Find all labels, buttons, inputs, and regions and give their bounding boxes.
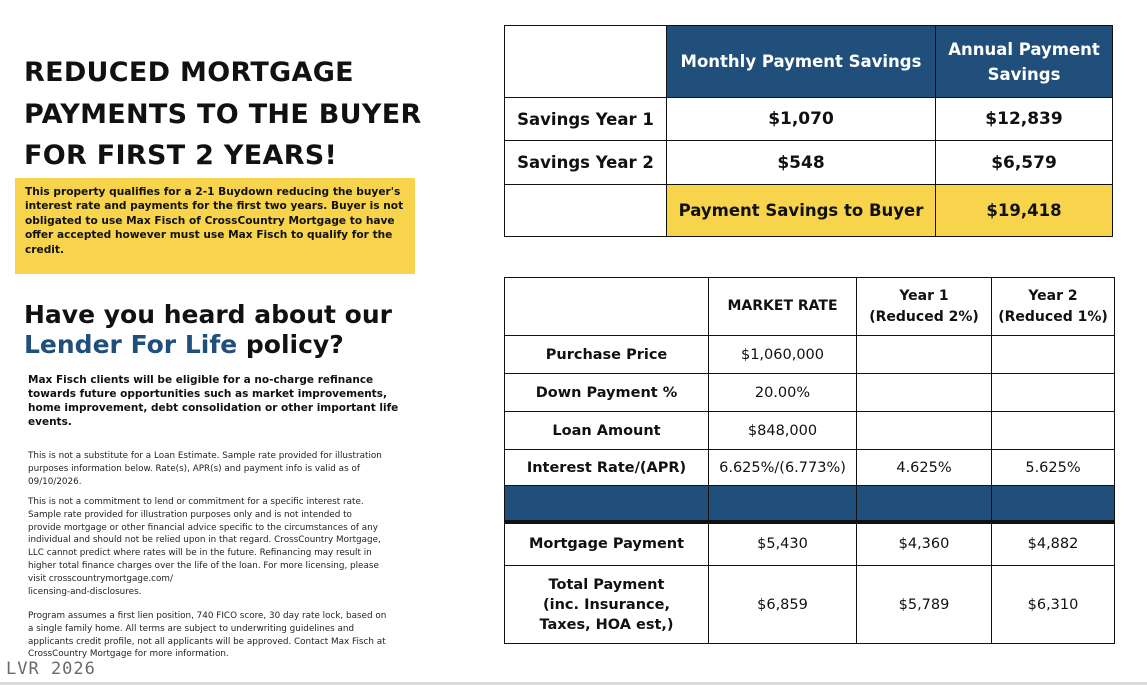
loan-row-year1: $4,360 xyxy=(857,522,992,566)
loan-row-market: $6,859 xyxy=(709,566,857,644)
loan-header-market: MARKET RATE xyxy=(709,278,857,336)
headline-line: FOR FIRST 2 YEARS! xyxy=(24,140,338,171)
disclaimer-line: licensing-and-disclosures. xyxy=(28,586,142,597)
loan-header-row xyxy=(505,278,1115,336)
loan-row-year2: $6,310 xyxy=(992,566,1115,644)
savings-row-annual: $6,579 xyxy=(936,141,1113,185)
body-line: events. xyxy=(28,416,72,428)
loan-row-label: Interest Rate/(APR) xyxy=(505,450,709,486)
table-row xyxy=(505,98,1113,141)
savings-table xyxy=(504,25,1113,237)
lender-for-life-body xyxy=(28,373,411,429)
label-line: Total Payment xyxy=(548,576,665,593)
notice-line: offer accepted however must use Max Fisch to qualify for the xyxy=(25,229,393,242)
savings-row-label: Savings Year 2 xyxy=(505,141,667,185)
disclaimer-line: Program assumes a first lien position, 740 FICO score, 30 day rate lock, based on xyxy=(28,611,387,621)
disclaimer-line: LLC cannot predict where rates will be in the future. Refinancing may result in xyxy=(28,548,372,559)
loan-header-empty xyxy=(505,278,709,336)
notice-line: interest rate and payments for the first two years. Buyer is not xyxy=(25,200,404,213)
loan-row-label: Loan Amount xyxy=(505,412,709,450)
disclaimer-line: CrossCountry Mortgage for more information. xyxy=(28,649,229,660)
lender-for-life-accent: Lender For Life xyxy=(24,330,238,359)
disclaimer-program xyxy=(28,610,411,661)
heading-line-2 xyxy=(24,330,464,360)
body-line: towards future opportunities such as market improvements, xyxy=(28,388,387,400)
body-line: Max Fisch clients will be eligible for a no-charge refinance xyxy=(28,374,374,386)
table-row xyxy=(505,336,1115,374)
buydown-notice xyxy=(15,178,415,274)
loan-row-year2: 5.625% xyxy=(992,450,1115,486)
header-sub: (Reduced 1%) xyxy=(998,308,1108,325)
disclaimer-line: individual and should not be relied upon in that regard. CrossCountry Mortgage, xyxy=(28,535,381,546)
loan-row-year2 xyxy=(992,374,1115,412)
table-row xyxy=(505,450,1115,486)
band-cell xyxy=(857,486,992,522)
disclaimer-commitment xyxy=(28,496,411,598)
savings-header-annual: Annual Payment Savings xyxy=(936,26,1113,98)
loan-row-label: Down Payment % xyxy=(505,374,709,412)
loan-header-year1 xyxy=(857,278,992,336)
label-line: (inc. Insurance, xyxy=(543,596,670,613)
savings-row-label: Savings Year 1 xyxy=(505,98,667,141)
disclaimer-loan-estimate xyxy=(28,450,411,488)
loan-row-label: Mortgage Payment xyxy=(505,522,709,566)
savings-row-annual: $12,839 xyxy=(936,98,1113,141)
savings-header-row xyxy=(505,26,1113,98)
disclaimer-line: applicants credit profile, not all applicants will be approved. Contact Max Fisch at xyxy=(28,636,386,647)
body-line: home improvement, debt consolidation or other important life xyxy=(28,402,399,414)
disclaimer-line: higher total finance charges over the life of the loan. For more licensing, please xyxy=(28,560,379,571)
loan-row-year1 xyxy=(857,336,992,374)
savings-row-monthly: $548 xyxy=(667,141,936,185)
heading-rest: policy? xyxy=(245,330,344,359)
loan-row-year1: 4.625% xyxy=(857,450,992,486)
loan-row-market: $848,000 xyxy=(709,412,857,450)
notice-line: This property qualifies for a 2-1 Buydown reducing the buyer's xyxy=(25,186,401,198)
loan-row-year1: $5,789 xyxy=(857,566,992,644)
disclaimer-line: This is not a substitute for a Loan Estimate. Sample rate provided for illustration xyxy=(28,451,382,461)
table-row xyxy=(505,412,1115,450)
loan-row-year1 xyxy=(857,412,992,450)
loan-row-market: $1,060,000 xyxy=(709,336,857,374)
savings-total-row xyxy=(505,185,1113,237)
total-payment-row xyxy=(505,566,1115,644)
loan-row-year2 xyxy=(992,412,1115,450)
label-line: Taxes, HOA est,) xyxy=(539,616,674,633)
mortgage-payment-row xyxy=(505,522,1115,566)
savings-total-value: $19,418 xyxy=(936,185,1113,237)
loan-row-year2 xyxy=(992,336,1115,374)
loan-row-market: 6.625%/(6.773%) xyxy=(709,450,857,486)
savings-total-empty xyxy=(505,185,667,237)
table-row xyxy=(505,141,1113,185)
disclaimer-line: visit crosscountrymortgage.com/ xyxy=(28,573,173,584)
disclaimer-line: Sample rate provided for illustration purposes only and is not intended to xyxy=(28,509,352,520)
table-row xyxy=(505,374,1115,412)
notice-line: credit. xyxy=(25,243,64,256)
loan-row-market: $5,430 xyxy=(709,522,857,566)
loan-row-label xyxy=(505,566,709,644)
headline xyxy=(24,52,464,177)
header-title: Year 2 xyxy=(1028,287,1078,304)
band-cell xyxy=(505,486,709,522)
headline-line: PAYMENTS TO THE BUYER xyxy=(24,98,422,130)
loan-header-year2 xyxy=(992,278,1115,336)
savings-row-monthly: $1,070 xyxy=(667,98,936,141)
loan-row-label: Purchase Price xyxy=(505,336,709,374)
savings-header-empty xyxy=(505,26,667,98)
disclaimer-line: This is not a commitment to lend or commitment for a specific interest rate. xyxy=(28,497,364,507)
heading-line: Have you heard about our xyxy=(24,300,392,329)
notice-line: obligated to use Max Fisch of CrossCountry Mortgage to have xyxy=(25,214,395,227)
loan-row-year2: $4,882 xyxy=(992,522,1115,566)
band-cell xyxy=(709,486,857,522)
band-cell xyxy=(992,486,1115,522)
divider-band-row xyxy=(505,486,1115,522)
footer-watermark: LVR 2026 xyxy=(6,659,96,679)
loan-row-market: 20.00% xyxy=(709,374,857,412)
disclaimer-line: 09/10/2026. xyxy=(28,476,82,487)
header-sub: (Reduced 2%) xyxy=(869,308,979,325)
lender-for-life-heading xyxy=(24,300,464,360)
disclaimer-line: a single family home. All terms are subject to underwriting guidelines and xyxy=(28,623,355,634)
savings-total-label: Payment Savings to Buyer xyxy=(667,185,936,237)
loan-comparison-table xyxy=(504,277,1115,644)
disclaimer-line: provide mortgage or other financial advice specific to the circumstances of any xyxy=(28,522,378,533)
headline-line: REDUCED MORTGAGE xyxy=(24,57,354,88)
disclaimer-line: purposes information below. Rate(s), APR(s) and payment info is valid as of xyxy=(28,463,360,474)
savings-header-monthly: Monthly Payment Savings xyxy=(667,26,936,98)
header-title: Year 1 xyxy=(899,287,949,304)
loan-row-year1 xyxy=(857,374,992,412)
